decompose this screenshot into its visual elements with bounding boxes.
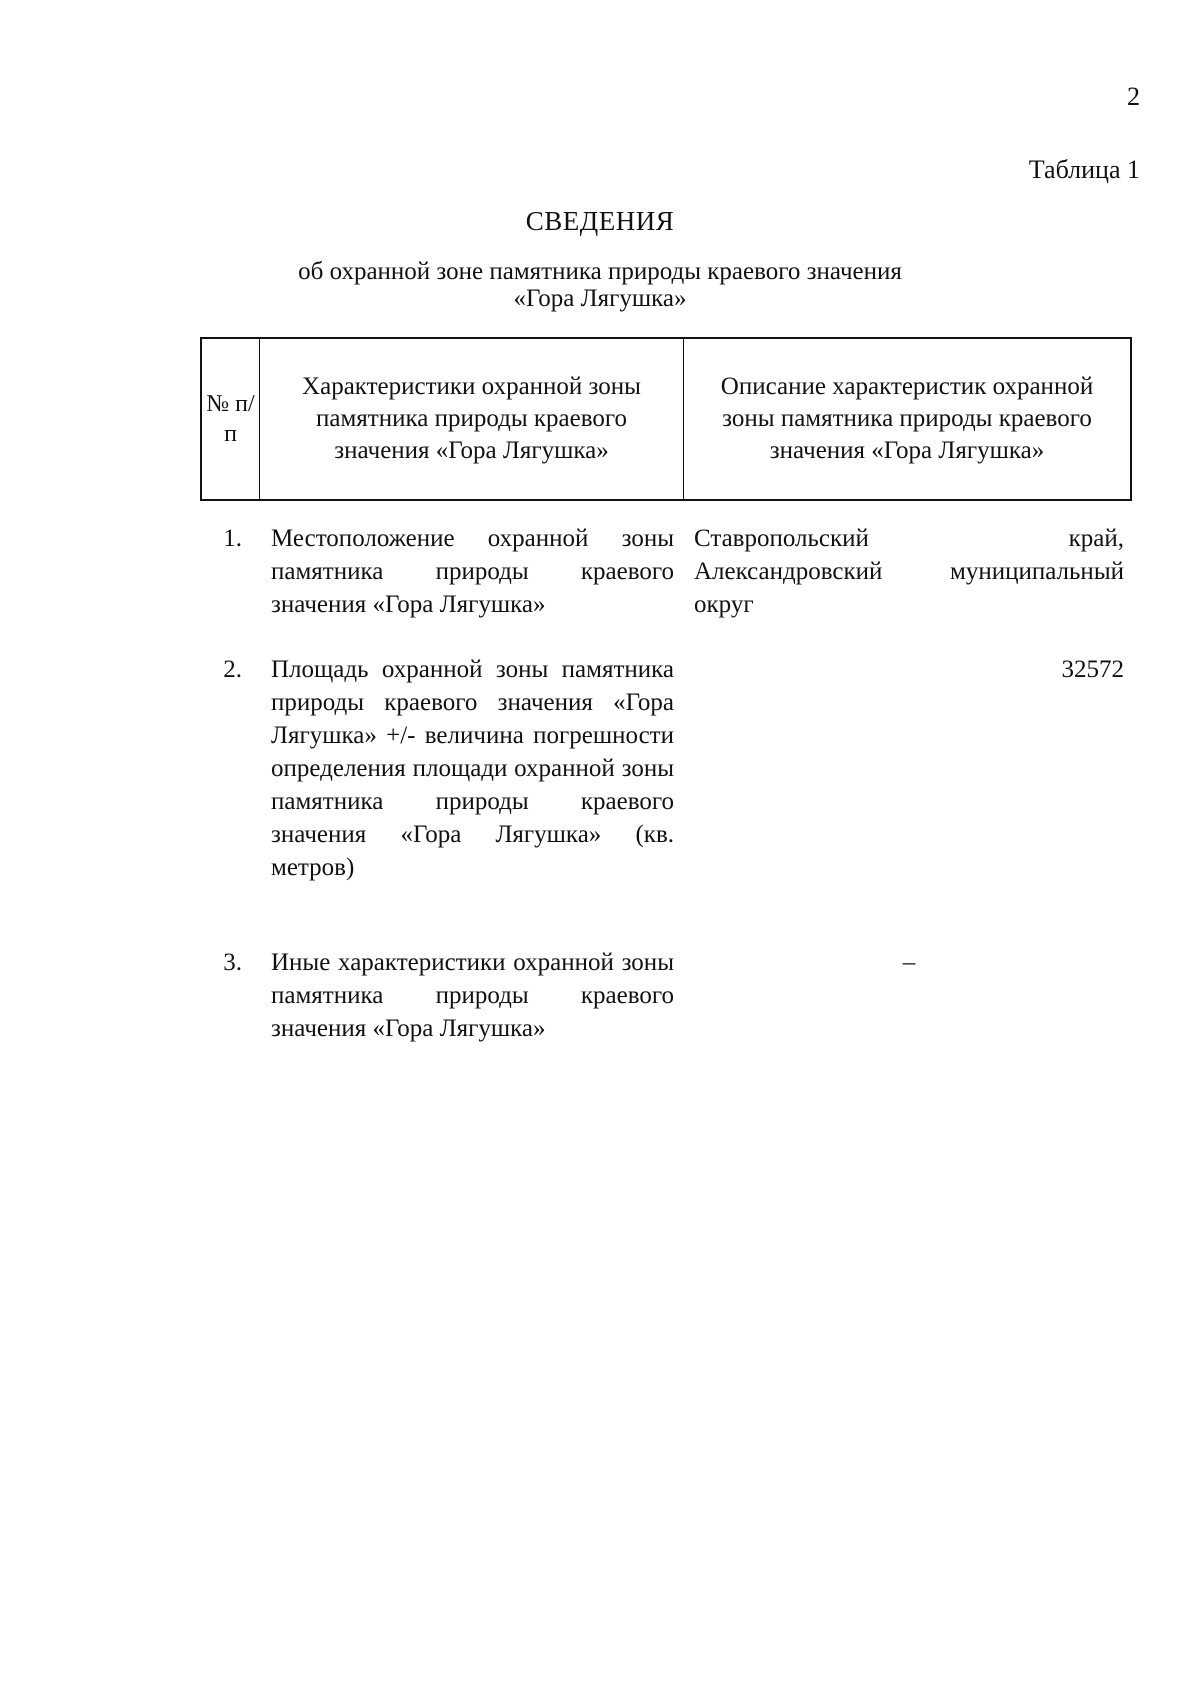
document-title: СВЕДЕНИЯ <box>525 206 675 236</box>
subtitle-line-1: об охранной зоне памятника природы краевого значения <box>298 258 902 285</box>
document-subtitle <box>0 258 1200 312</box>
row-characteristic: Местоположение охранной зоны памятника природы краевого значения «Гора Лягушка» <box>271 525 674 618</box>
subtitle-line-2: «Гора Лягушка» <box>513 285 687 312</box>
row-characteristic: Площадь охранной зоны памятника природы краевого значения «Гора Лягушка» +/- величина погрешности определения площади охранной зоны памятника природы краевого значения «Гора Лягушка» (кв. метров) <box>271 656 674 881</box>
row-number: 1. <box>223 525 242 552</box>
row-number: 2. <box>223 656 242 683</box>
header-col-characteristic: Характеристики охранной зоны памятника природы краевого значения «Гора Лягушка» <box>260 339 684 499</box>
row-description: Ставропольский край, Александровский муниципальный округ <box>694 525 1124 618</box>
row-number: 3. <box>223 949 242 976</box>
table-header <box>200 337 1132 501</box>
header-col-description: Описание характеристик охранной зоны памятника природы краевого значения «Гора Лягушка» <box>720 373 1094 464</box>
table-label: Таблица 1 <box>1028 155 1140 184</box>
row-description: 32572 <box>1061 656 1124 683</box>
row-description: – <box>902 949 916 976</box>
row-characteristic: Иные характеристики охранной зоны памятника природы краевого значения «Гора Лягушка» <box>271 949 674 1042</box>
page-number: 2 <box>1127 82 1140 111</box>
header-col-num: № п/п <box>202 339 260 499</box>
